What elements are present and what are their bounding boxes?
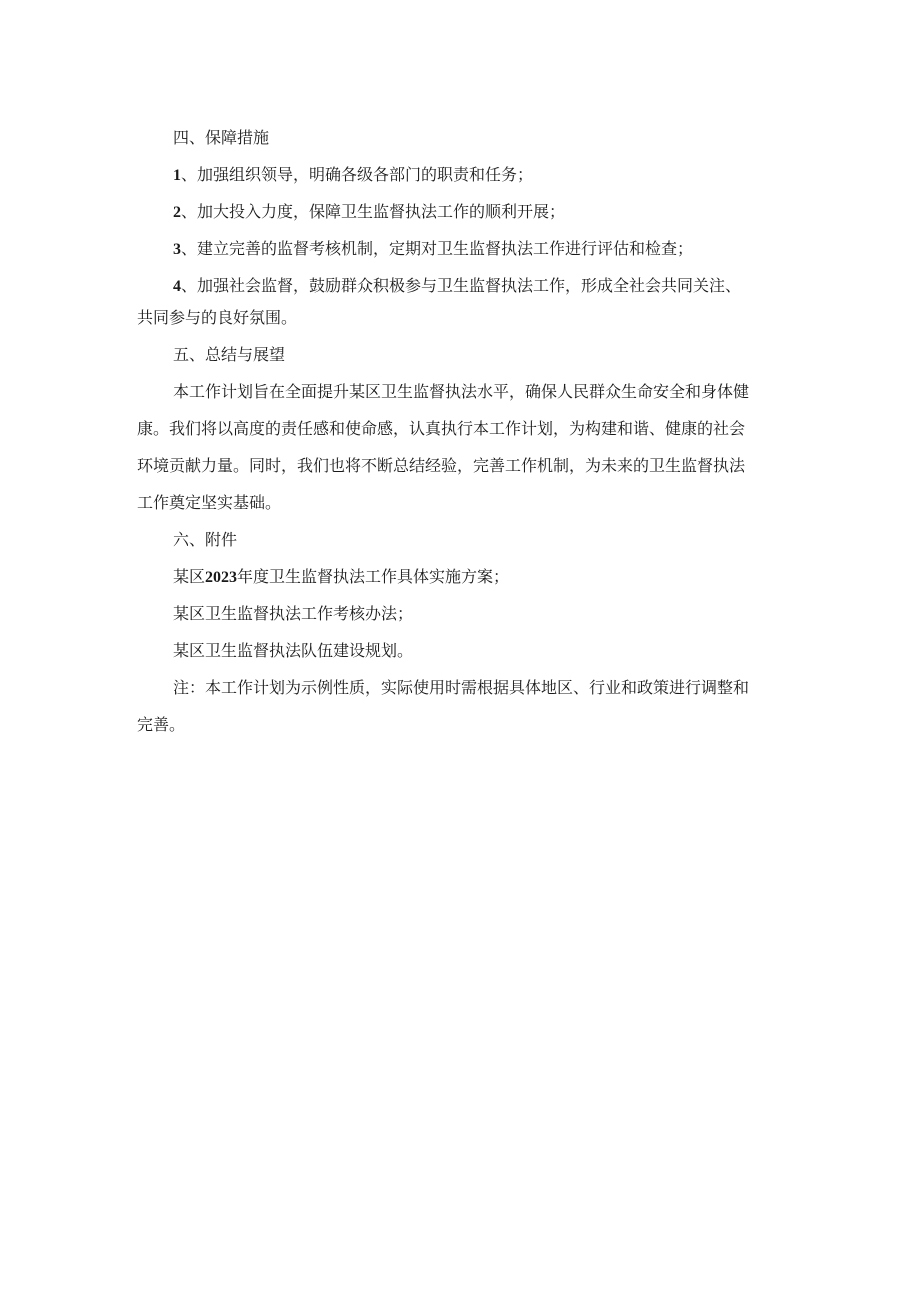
attachment-1-suffix: 年度卫生监督执法工作具体实施方案； [237, 567, 510, 586]
note-line-1 [137, 672, 787, 704]
item-3-text: 、建立完善的监督考核机制，定期对卫生监督执法工作进行评估和检查； [181, 239, 694, 258]
section-5-para-line-3-text: 环境贡献力量。同时，我们也将不断总结经验，完善工作机制，为未来的卫生监督执法 [137, 456, 746, 475]
section-4-item-2 [137, 196, 787, 228]
section-5-heading-text: 五、总结与展望 [173, 345, 286, 364]
section-5-para-line-3 [137, 450, 787, 482]
note-line-2 [137, 709, 787, 741]
note-line-2-text: 完善。 [137, 715, 186, 734]
attachment-3 [137, 635, 787, 667]
section-6-heading-text: 六、附件 [173, 530, 238, 549]
note-line-1-text: 注：本工作计划为示例性质，实际使用时需根据具体地区、行业和政策进行调整和 [173, 678, 750, 697]
section-4-item-1 [137, 159, 787, 191]
item-1-text: 、加强组织领导，明确各级各部门的职责和任务； [181, 165, 534, 184]
section-6-heading [137, 524, 787, 556]
attachment-1 [137, 561, 787, 593]
section-5-para-line-2 [137, 413, 787, 445]
attachment-2 [137, 598, 787, 630]
section-5-para-line-4-text: 工作奠定坚实基础。 [137, 493, 282, 512]
section-4-item-4-line-2 [137, 302, 787, 334]
attachment-2-text: 某区卫生监督执法工作考核办法； [173, 604, 414, 623]
item-1-number: 1 [173, 167, 181, 184]
section-4-item-3 [137, 233, 787, 265]
item-4-text-line-2: 共同参与的良好氛围。 [137, 308, 298, 327]
item-3-number: 3 [173, 241, 181, 258]
section-5-para-line-4 [137, 487, 787, 519]
attachment-1-year: 2023 [205, 569, 238, 586]
section-4-heading [137, 122, 787, 154]
section-4-item-4-line-1 [137, 270, 787, 302]
section-5-para-line-2-text: 康。我们将以高度的责任感和使命感，认真执行本工作计划，为构建和谐、健康的社会 [137, 419, 746, 438]
section-5-para-line-1-text: 本工作计划旨在全面提升某区卫生监督执法水平，确保人民群众生命安全和身体健 [173, 382, 750, 401]
attachment-1-prefix: 某区 [173, 567, 206, 586]
item-2-text: 、加大投入力度，保障卫生监督执法工作的顺利开展； [181, 202, 566, 221]
item-4-text-line-1: 、加强社会监督，鼓励群众积极参与卫生监督执法工作，形成全社会共同关注、 [181, 276, 742, 295]
document-body [137, 122, 787, 741]
item-4-number: 4 [173, 278, 181, 295]
section-4-heading-text: 四、保障措施 [173, 128, 270, 147]
section-5-para-line-1 [137, 376, 787, 408]
attachment-3-text: 某区卫生监督执法队伍建设规划。 [173, 641, 414, 660]
section-5-heading [137, 339, 787, 371]
item-2-number: 2 [173, 204, 181, 221]
